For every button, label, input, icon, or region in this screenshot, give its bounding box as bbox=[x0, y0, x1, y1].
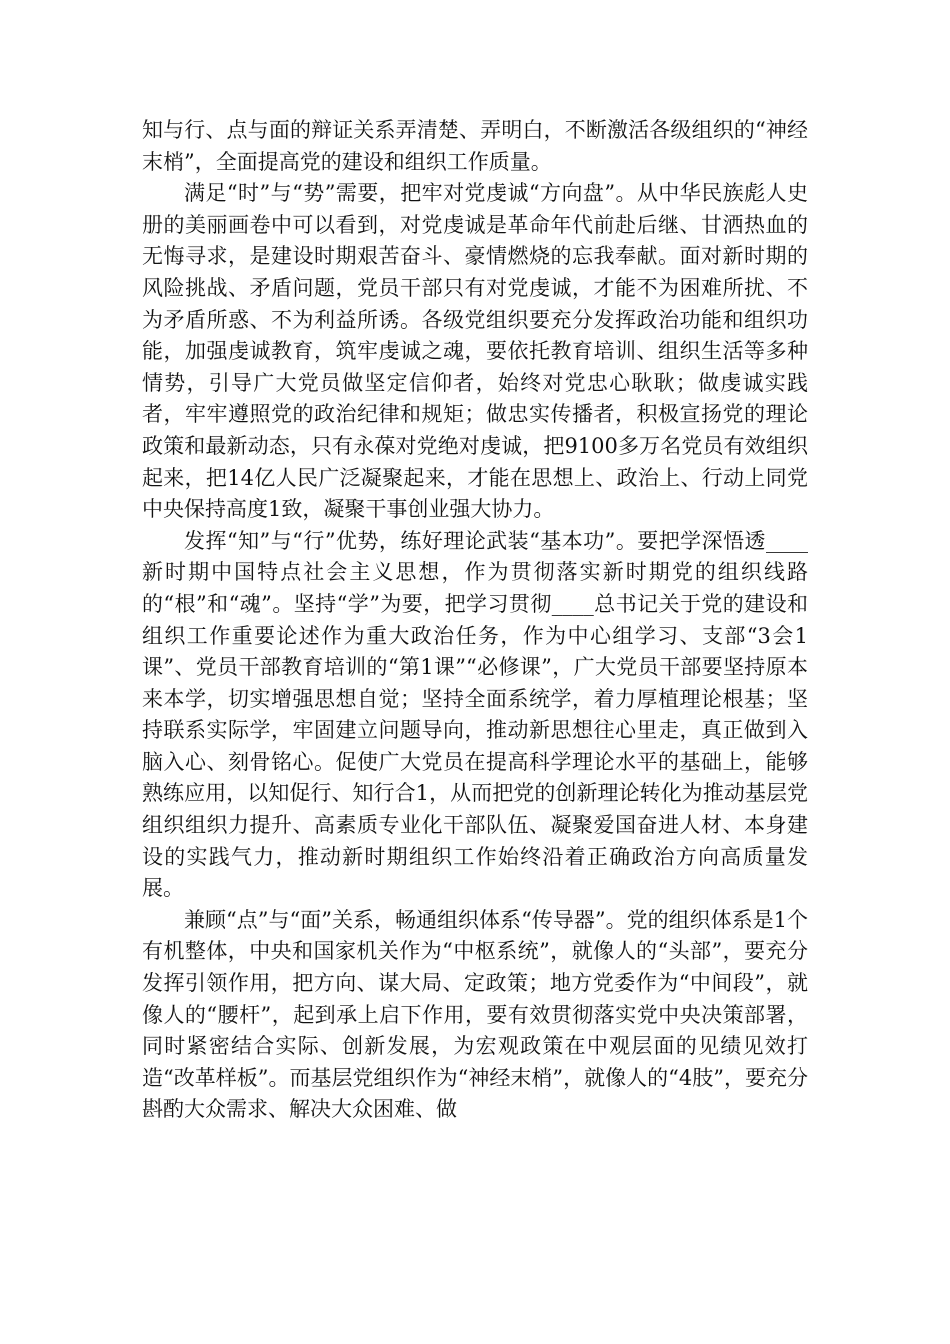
paragraph-continued: 知与行、点与面的辩证关系弄清楚、弄明白，不断激活各级组织的“神经末梢”，全面提高党的建设和组织工作质量。 bbox=[142, 118, 808, 174]
paragraph-organization-system: 兼顾“点”与“面”关系，畅通组织体系“传导器”。党的组织体系是1个有机整体，中央和国家机关作为“中枢系统”，就像人的“头部”，要充分发挥引领作用，把方向、谋大局、定政策；地方党委作为“中间段”，就像人的“腰杆”，起到承上启下作用，要有效贯彻落实党中央决策部署，同时紧密结合实际、创新发展，为宏观政策在中观层面的见绩见效打造“改革样板”。而基层党组织作为“神经末梢”，就像人的“4肢”，要充分斟酌大众需求、解决大众困难、做 bbox=[142, 907, 808, 1122]
paragraph-theory: 发挥“知”与“行”优势，练好理论武装“基本功”。要把学深悟透____新时期中国特点社会主义思想，作为贯彻落实新时期党的组织线路的“根”和“魂”。坚持“学”为要，把学习贯彻____总书记关于党的建设和组织工作重要论述作为重大政治任务，作为中心组学习、支部“3会1课”、党员干部教育培训的“第1课”“必修课”，广大党员干部要坚持原本来本学，切实增强思想自觉；坚持全面系统学，着力厚植理论根基；坚持联系实际学，牢固建立问题导向，推动新思想往心里走，真正做到入脑入心、刻骨铭心。促使广大党员在提高科学理论水平的基础上，能够熟练应用，以知促行、知行合1，从而把党的创新理论转化为推动基层党组织组织力提升、高素质专业化干部队伍、凝聚爱国奋进人材、本身建设的实践气力，推动新时期组织工作始终沿着正确政治方向高质量发展。 bbox=[142, 528, 808, 901]
paragraph-loyalty: 满足“时”与“势”需要，把牢对党虔诚“方向盘”。从中华民族彪人史册的美丽画卷中可以看到，对党虔诚是革命年代前赴后继、甘洒热血的无悔寻求，是建设时期艰苦奋斗、豪情燃烧的忘我奉献。面对新时期的风险挑战、矛盾问题，党员干部只有对党虔诚，才能不为困难所扰、不为矛盾所惑、不为利益所诱。各级党组织要充分发挥政治功能和组织功能，加强虔诚教育，筑牢虔诚之魂，要依托教育培训、组织生活等多种情势，引导广大党员做坚定信仰者，始终对党忠心耿耿；做虔诚实践者，牢牢遵照党的政治纪律和规矩；做忠实传播者，积极宣扬党的理论政策和最新动态，只有永葆对党绝对虔诚，把9100多万名党员有效组织起来，把14亿人民广泛凝聚起来，才能在思想上、政治上、行动上同党中央保持高度1致，凝聚干事创业强大协力。 bbox=[142, 181, 808, 522]
document-body bbox=[142, 115, 808, 1126]
